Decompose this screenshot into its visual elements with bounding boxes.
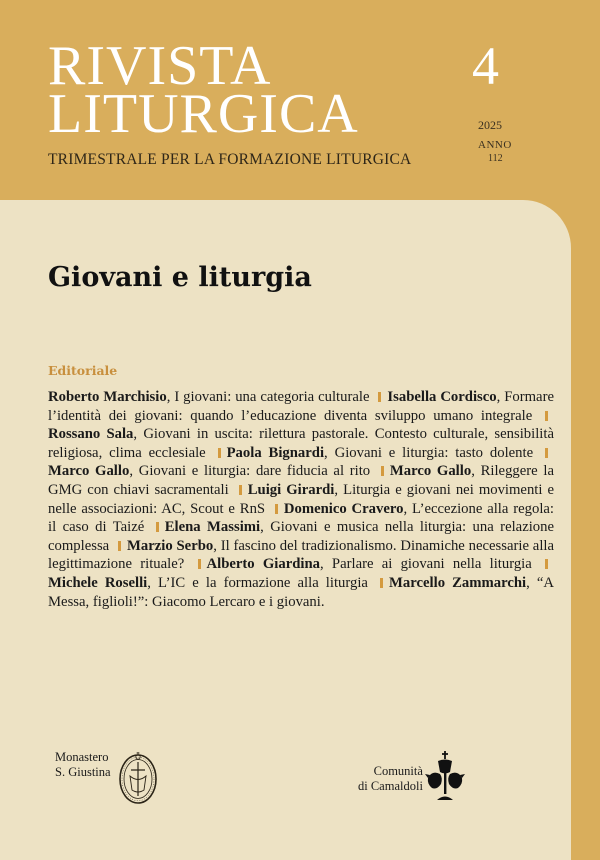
separator-mark — [381, 466, 384, 476]
anno-number: 112 — [488, 153, 503, 164]
issue-theme-title: Giovani e liturgia — [48, 262, 312, 293]
separator-mark — [380, 578, 383, 588]
issue-year: 2025 — [478, 118, 502, 132]
issue-number: 4 — [472, 36, 499, 96]
anno-label: ANNO — [478, 139, 512, 151]
cover-header — [0, 0, 600, 215]
separator-mark — [545, 559, 548, 569]
separator-mark — [545, 411, 548, 421]
publisher-right-line1: Comunità — [373, 764, 423, 778]
toc-title: L’IC e la formazione alla liturgia — [158, 574, 368, 591]
separator-mark — [218, 448, 221, 458]
separator-mark — [545, 448, 548, 458]
toc-author: Michele Roselli — [48, 574, 148, 591]
toc-title: Il fascino del tradizionalismo. Dinamiche necessarie alla legittimazione rituale? — [48, 537, 555, 573]
toc-author: Marco Gallo — [48, 463, 130, 480]
toc-author: Elena Massimi — [164, 519, 261, 536]
separator-mark — [239, 485, 242, 495]
toc-author: Marzio Serbo — [127, 537, 214, 554]
toc-title: “A Messa, figlioli!”: Giacomo Lercaro e i giovani. — [48, 574, 554, 610]
publisher-left — [55, 750, 111, 780]
toc-title: Rileggere la GMG con chiavi sacramentali — [48, 463, 555, 498]
journal-title-line1: RIVISTA — [48, 35, 272, 97]
toc-author: Rossano Sala — [48, 426, 134, 443]
toc-author: Domenico Cravero — [283, 500, 404, 517]
toc-author: Paola Bignardi — [226, 444, 325, 461]
toc-author: Alberto Giardina — [206, 556, 321, 573]
separator-mark — [156, 522, 159, 532]
publisher-left-line1: Monastero — [55, 750, 109, 764]
toc-author: Isabella Cordisco — [387, 389, 497, 405]
toc-title: Giovani e musica nella liturgia: una relazione complessa — [48, 519, 554, 554]
toc-author: Luigi Girardi — [247, 481, 335, 498]
toc-title: Formare l’identità dei giovani: quando l’educazione diventa sviluppo umano integrale — [48, 389, 554, 424]
toc-title: I giovani: una categoria culturale — [174, 389, 370, 405]
toc-title: Parlare ai giovani nella liturgia — [331, 556, 532, 573]
toc-author: Marcello Zammarchi — [389, 574, 527, 591]
monastery-seal-icon — [117, 750, 159, 806]
section-label-editoriale: Editoriale — [48, 363, 118, 378]
publisher-right-line2: di Camaldoli — [358, 779, 423, 793]
journal-title-line2: LITURGICA — [48, 83, 359, 145]
toc-title: Giovani e liturgia: dare fiducia al rito — [138, 463, 371, 480]
separator-mark — [275, 504, 278, 514]
journal-subtitle: TRIMESTRALE PER LA FORMAZIONE LITURGICA — [48, 151, 412, 168]
toc-author: Marco Gallo — [389, 463, 472, 480]
camaldoli-doves-chalice-icon — [425, 748, 465, 804]
publisher-right — [358, 764, 423, 794]
separator-mark — [118, 541, 121, 551]
toc-title: L’eccezione alla regola: il caso di Taizé — [48, 500, 555, 536]
publisher-left-line2: S. Giustina — [55, 765, 111, 779]
toc-title: Giovani e liturgia: tasto dolente — [334, 444, 534, 461]
table-of-contents: Roberto Marchisio, I giovani: una categoria culturale Isabella Cordisco, Formare l’identità dei giovani: quando l’educazione diventa sviluppo umano integrale Rossano Sala, Giovani in uscita: rilettura pastorale. Contesto culturale, sensibilità religiosa, clima ecclesiale Paola Bignardi, Giovani e liturgia: tasto dolente Marco Gallo, Giovani e liturgia: dare fiducia al rito Marco Gallo, Rileggere la GMG con chiavi sacramentali Luigi Girardi, Liturgia e giovani nei movimenti e nelle associazioni: AC, Scout e RnS Domenico Cravero, L’eccezione alla regola: il caso di Taizé Elena Massimi, Giovani e musica nella liturgia: una relazione complessa Marzio Serbo, Il fascino del tradizionalismo. Dinamiche necessarie alla legittimazione rituale? Alberto Giardina, Parlare ai giovani nella liturgia Michele Roselli, L’IC e la formazione alla liturgia Marcello Zammarchi, “A Messa, figlioli!”: Giacomo Lercaro e i giovani. — [48, 389, 555, 610]
toc-author: Roberto Marchisio — [48, 389, 167, 405]
separator-mark — [378, 392, 381, 402]
toc-title: Liturgia e giovani nei movimenti e nelle associazioni: AC, Scout e RnS — [48, 481, 555, 517]
separator-mark — [198, 559, 201, 569]
toc-title: Giovani in uscita: rilettura pastorale. Contesto culturale, sensibilità religiosa, clima ecclesiale — [48, 426, 554, 461]
